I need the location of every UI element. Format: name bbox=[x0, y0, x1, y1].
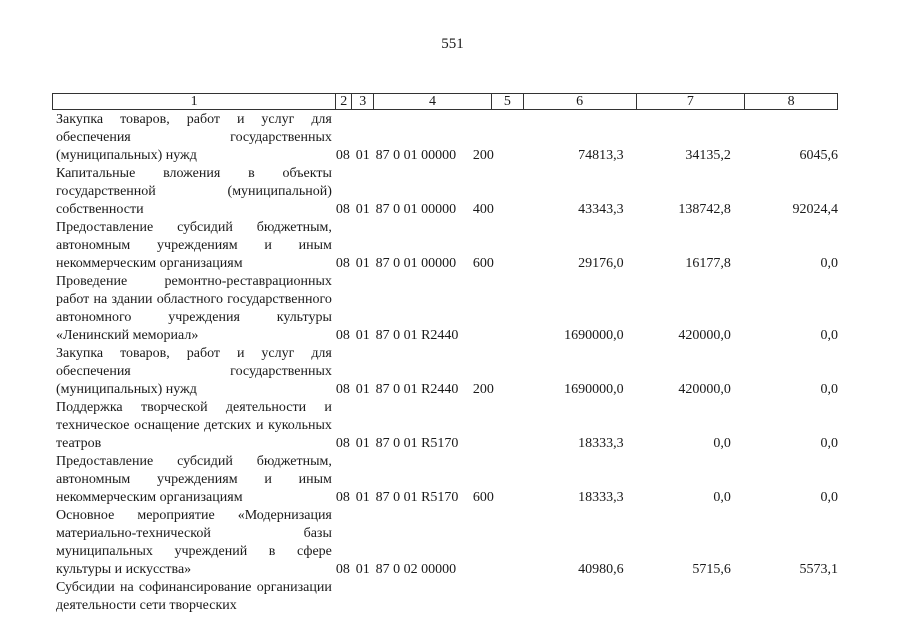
row-cell-c3: 01 bbox=[355, 490, 370, 505]
table-row bbox=[52, 399, 838, 453]
row-cell-c8: 0,0 bbox=[820, 382, 838, 397]
header-col-1: 1 bbox=[53, 94, 336, 109]
row-cell-c7: 5715,6 bbox=[692, 562, 731, 577]
row-cell-c4: 87 0 01 R5170 bbox=[375, 490, 459, 505]
table-row bbox=[52, 219, 838, 273]
row-cell-c2: 08 bbox=[335, 382, 350, 397]
row-cell-c6: 29176,0 bbox=[578, 256, 624, 271]
row-cell-c7: 16177,8 bbox=[685, 256, 731, 271]
row-cell-c2: 08 bbox=[335, 436, 350, 451]
header-col-8: 8 bbox=[787, 94, 795, 109]
row-cell-c4: 87 0 01 00000 bbox=[375, 148, 457, 163]
row-cell-c4: 87 0 01 00000 bbox=[375, 202, 457, 217]
row-cell-c5: 600 bbox=[472, 490, 494, 505]
header-col-3: 3 bbox=[352, 94, 374, 109]
row-cell-c7: 34135,2 bbox=[685, 148, 731, 163]
row-description: Субсидии на софинансирование организации деятельности сети творческих bbox=[56, 580, 332, 613]
row-cell-c6: 1690000,0 bbox=[564, 328, 624, 343]
row-cell-c8: 92024,4 bbox=[792, 202, 838, 217]
page-number: 551 bbox=[441, 36, 464, 52]
row-cell-c7: 138742,8 bbox=[678, 202, 731, 217]
row-description: Предоставление субсидий бюджетным, автономным учреждениям и иным некоммерческим организациям bbox=[56, 220, 332, 271]
table-row bbox=[52, 111, 838, 165]
row-cell-c7: 0,0 bbox=[713, 490, 731, 505]
header-col-7: 7 bbox=[637, 94, 746, 109]
row-description: Предоставление субсидий бюджетным, автономным учреждениям и иным некоммерческим организациям bbox=[56, 454, 332, 505]
row-cell-c2: 08 bbox=[335, 490, 350, 505]
row-description: Капитальные вложения в объекты государственной (муниципальной) собственности bbox=[56, 166, 332, 217]
row-description: Проведение ремонтно-реставрационных работ на здании областного государственного автономного учреждения культуры «Ленинский мемориал» bbox=[56, 274, 332, 343]
row-cell-c4: 87 0 01 R5170 bbox=[375, 436, 459, 451]
table-row bbox=[52, 273, 838, 345]
row-description: Поддержка творческой деятельности и техническое оснащение детских и кукольных театров bbox=[56, 400, 332, 451]
row-cell-c5: 400 bbox=[472, 202, 494, 217]
row-cell-c3: 01 bbox=[355, 256, 370, 271]
row-cell-c6: 1690000,0 bbox=[564, 382, 624, 397]
row-cell-c3: 01 bbox=[355, 382, 370, 397]
table-row bbox=[52, 507, 838, 579]
row-cell-c3: 01 bbox=[355, 148, 370, 163]
row-cell-c2: 08 bbox=[335, 256, 350, 271]
row-cell-c4: 87 0 01 00000 bbox=[375, 256, 457, 271]
table-header bbox=[52, 93, 838, 110]
table-body bbox=[52, 111, 838, 615]
row-cell-c3: 01 bbox=[355, 436, 370, 451]
row-cell-c8: 0,0 bbox=[820, 490, 838, 505]
header-col-6: 6 bbox=[524, 94, 637, 109]
row-description: Закупка товаров, работ и услуг для обеспечения государственных (муниципальных) нужд bbox=[56, 112, 332, 163]
row-description: Основное мероприятие «Модернизация материально-технической базы муниципальных учреждений в сфере культуры и искусства» bbox=[56, 508, 332, 577]
row-cell-c2: 08 bbox=[335, 148, 350, 163]
row-cell-c6: 43343,3 bbox=[578, 202, 624, 217]
row-cell-c5: 200 bbox=[472, 382, 494, 397]
row-cell-c4: 87 0 02 00000 bbox=[375, 562, 457, 577]
row-cell-c2: 08 bbox=[335, 202, 350, 217]
row-cell-c6: 18333,3 bbox=[578, 436, 624, 451]
row-cell-c3: 01 bbox=[355, 202, 370, 217]
row-cell-c6: 18333,3 bbox=[578, 490, 624, 505]
row-cell-c2: 08 bbox=[335, 328, 350, 343]
table-row bbox=[52, 345, 838, 399]
row-cell-c5: 600 bbox=[472, 256, 494, 271]
row-cell-c7: 0,0 bbox=[713, 436, 731, 451]
row-cell-c4: 87 0 01 R2440 bbox=[375, 382, 459, 397]
row-cell-c3: 01 bbox=[355, 328, 370, 343]
row-cell-c3: 01 bbox=[355, 562, 370, 577]
table-row bbox=[52, 165, 838, 219]
table-row bbox=[52, 453, 838, 507]
row-cell-c8: 6045,6 bbox=[799, 148, 838, 163]
row-cell-c8: 0,0 bbox=[820, 256, 838, 271]
row-cell-c7: 420000,0 bbox=[678, 328, 731, 343]
table-row bbox=[52, 579, 838, 615]
row-cell-c5: 200 bbox=[472, 148, 494, 163]
header-col-4: 4 bbox=[374, 94, 492, 109]
row-cell-c8: 5573,1 bbox=[799, 562, 838, 577]
header-col-5: 5 bbox=[492, 94, 524, 109]
row-cell-c6: 74813,3 bbox=[578, 148, 624, 163]
row-cell-c6: 40980,6 bbox=[578, 562, 624, 577]
row-cell-c8: 0,0 bbox=[820, 328, 838, 343]
header-col-2: 2 bbox=[336, 94, 352, 109]
row-cell-c4: 87 0 01 R2440 bbox=[375, 328, 459, 343]
row-cell-c8: 0,0 bbox=[820, 436, 838, 451]
row-cell-c2: 08 bbox=[335, 562, 350, 577]
row-cell-c7: 420000,0 bbox=[678, 382, 731, 397]
row-description: Закупка товаров, работ и услуг для обеспечения государственных (муниципальных) нужд bbox=[56, 346, 332, 397]
